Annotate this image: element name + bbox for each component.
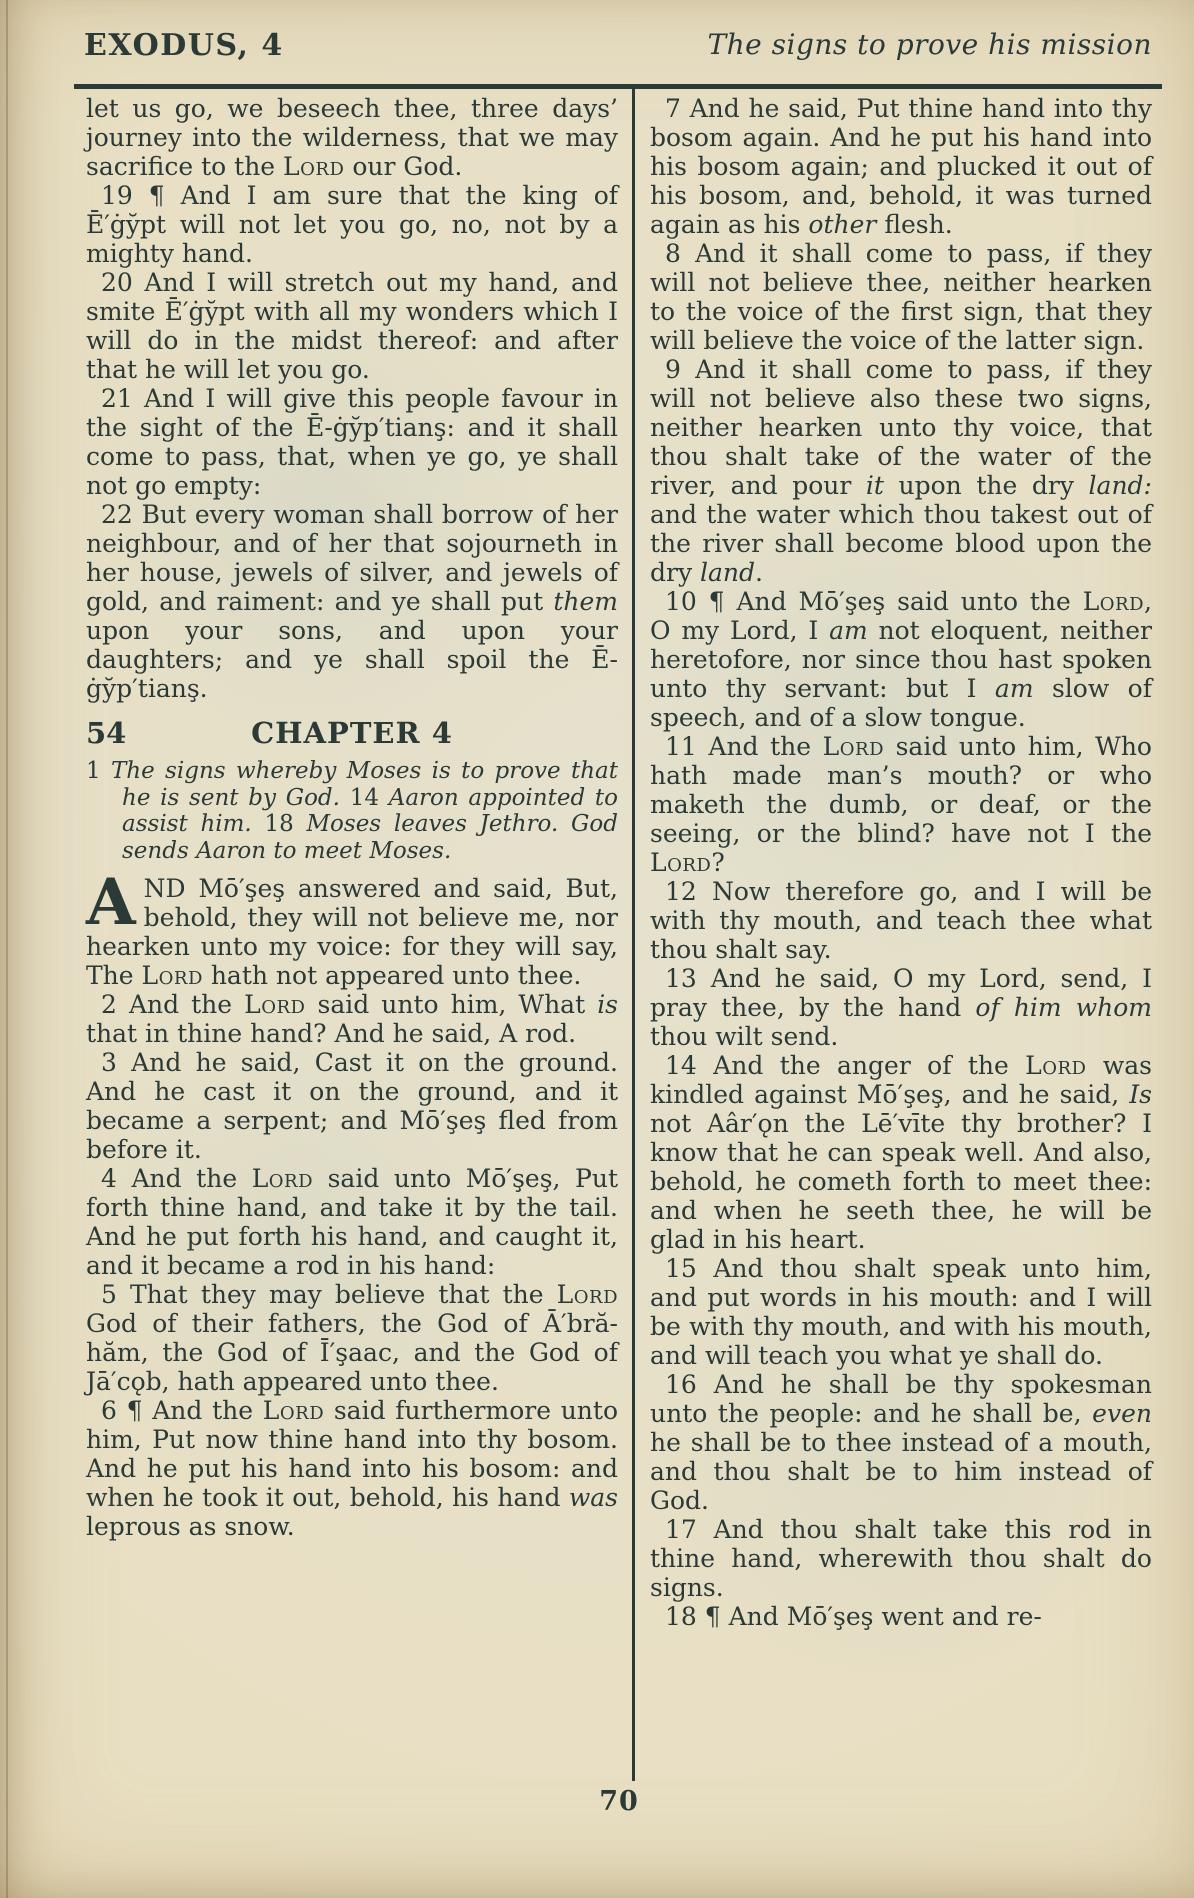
book-chapter-title: EXODUS, 4 [84,28,284,63]
divine-name-segment: Lord [556,1280,618,1309]
text-segment: 14 And the anger of the [665,1051,1026,1080]
verse-paragraph [86,181,618,268]
verse-paragraph [86,500,618,703]
verse-paragraph [86,990,618,1048]
text-segment: 16 And he shall be thy spokesman unto the people: and he shall be, [650,1370,1152,1428]
verse-paragraph [650,877,1152,964]
text-segment: that in thine hand? And he said, A rod. [86,1019,577,1048]
page-number: 70 [599,1786,639,1817]
verse-paragraph [650,1051,1152,1254]
text-segment: 19 ¶ And I am sure that the king of Ē′ġy̆pt will not let you go, no, not by a mighty hand. [86,181,618,268]
divine-name-segment: Lord [283,152,345,181]
text-segment: Is [1129,1080,1152,1109]
text-segment: he shall be to thee instead of a mouth, and thou shalt be to him instead of God. [650,1428,1152,1515]
text-segment: . [755,558,763,587]
text-segment: 5 That they may believe that the [101,1280,557,1309]
divine-name-segment: Lord [650,848,712,877]
text-segment: 13 And he said, O my Lord, send, I pray thee, by the hand [650,964,1152,1022]
divine-name-segment: Lord [251,1164,314,1193]
text-segment: , O my Lord, I [650,587,1152,645]
verse-paragraph [650,1602,1152,1631]
page-header [84,28,1152,72]
text-segment: 7 And he said, Put thine hand into thy bosom again. And he put his hand into his bosom again; and plucked it out of his bosom, and, behold, it was turned again as his [650,94,1152,239]
text-segment: said unto him, What [305,990,598,1019]
text-segment: 1 [86,758,111,784]
text-segment: 21 And I will give this people favour in the sight of the Ē-ġy̆p′tianş: and it shall come to pass, that, when ye go, ye shall not go empty: [86,384,618,500]
drop-cap: A [86,865,136,940]
text-segment: said furthermore unto him, Put now thine hand into thy bosom. And he put his hand into his bosom: and when he took it out, behold, his hand [86,1396,619,1512]
text-segment: God of their fathers, the God of Ā′bră-hăm, the God of Ī′şaac, and the God of Jā′cǫb, hath appeared unto thee. [86,1309,618,1396]
text-segment: said unto him, Who hath made man’s mouth? or who maketh the dumb, or deaf, or the seeing, or the blind? have not I the [650,732,1152,848]
text-segment: ND Mō′şeş answered and said, But, behold, they will not believe me, nor hearken unto my voice: for they will say, The [86,874,618,990]
text-segment: said unto Mō′şeş, Put forth thine hand, and take it by the tail. And he put forth his hand, and caught it, and it became a rod in his hand: [86,1164,618,1280]
text-segment: upon the dry [883,471,1089,500]
divine-name-segment: Lord [1082,587,1145,616]
divine-name-segment: Lord [244,990,306,1019]
text-segment: 14 [339,784,389,811]
text-segment: 22 But every woman shall borrow of her neighbour, and of her that sojourneth in her house, jewels of silver, and jewels of gold, and raiment: and ye shall put [86,500,618,616]
verse-paragraph [650,94,1152,239]
text-segment: am [829,616,868,645]
verse-paragraph [650,1370,1152,1515]
text-segment: it [865,471,884,500]
text-segment: slow of speech, and of a slow tongue. [650,674,1152,732]
text-segment: The signs whereby Moses is to prove that he is sent by God. [110,758,618,811]
verse-paragraph [650,1515,1152,1602]
text-segment: Moses leaves Jethro. God sends Aaron to meet Moses. [122,811,618,864]
text-segment: thou wilt send. [650,1022,839,1051]
text-segment: leprous as snow. [86,1512,295,1541]
verse-paragraph [650,1254,1152,1370]
text-segment: 18 [251,811,307,837]
column-divider [632,89,635,1781]
verse-paragraph [650,355,1152,587]
verse-paragraph [86,1164,618,1280]
text-segment: not eloquent, neither heretofore, nor since thou hast spoken unto thy servant: but I [650,616,1152,703]
text-segment: 20 And I will stretch out my hand, and smite Ē′ġy̆pt with all my wonders which I will do in the midst thereof: and after that he will let you go. [86,268,618,384]
text-segment: Aaron appointed to assist him. [122,784,618,837]
verse-paragraph [86,384,618,500]
text-segment: of him whom [975,993,1152,1022]
text-segment: 18 ¶ And Mō′şeş went and re- [665,1602,1042,1631]
divine-name-segment: Lord [822,732,885,761]
text-segment: 4 And the [101,1164,252,1193]
running-head: The signs to prove his mission [707,28,1152,61]
text-segment: our God. [344,152,463,181]
section-number: 54 [86,716,127,750]
verse-paragraph [86,268,618,384]
text-segment: 12 Now therefore go, and I will be with thy mouth, and teach thee what thou shalt say. [650,877,1152,964]
text-segment: 8 And it shall come to pass, if they will not believe thee, neither hearken to the voice of the first sign, that they will believe the voice of the latter sign. [650,239,1152,355]
divine-name-segment: Lord [141,961,203,990]
text-segment: 11 And the [665,732,823,761]
verse-paragraph [86,1280,618,1396]
text-segment: let us go, we beseech thee, three days’ journey into the wilderness, that we may sacrifice to the [86,94,618,181]
text-segment: upon your sons, and upon your daughters; and ye shall spoil the Ē-ġy̆p′tianş. [86,616,618,703]
text-segment: land [700,558,756,587]
verse-paragraph [86,94,618,181]
text-segment: 6 ¶ And the [101,1396,263,1425]
text-segment: other [808,210,877,239]
text-segment: was [568,1483,618,1512]
chapter-summary [86,758,618,864]
verse-paragraph [86,1048,618,1164]
chapter-title: CHAPTER 4 [251,716,453,750]
divine-name-segment: Lord [262,1396,325,1425]
text-segment: 9 And it shall come to pass, if they will not believe also these two signs, neither hearken unto thy voice, that thou shalt take of the water of the river, and pour [650,355,1152,500]
verse-paragraph [650,732,1152,877]
text-segment: them [553,587,618,616]
divine-name-segment: Lord [1025,1051,1087,1080]
text-segment: flesh. [876,210,953,239]
text-segment: ? [711,848,725,877]
verse-paragraph [86,1396,618,1541]
text-segment: was kindled against Mō′şeş, and he said, [650,1051,1152,1109]
text-segment: not Aâr′ǫn the Lē′vīte thy brother? I know that he can speak well. And also, behold, he cometh forth to meet thee: and when he seeth thee, he will be glad in his heart. [650,1109,1152,1254]
text-segment: is [597,990,619,1019]
text-segment: 15 And thou shalt speak unto him, and put words in his mouth: and I will be with thy mouth, and with his mouth, and will teach you what ye shall do. [650,1254,1152,1370]
text-segment: 2 And the [101,990,245,1019]
right-column [650,94,1152,1631]
text-segment: hath not appeared unto thee. [202,961,582,990]
text-segment: 3 And he said, Cast it on the ground. And he cast it on the ground, and it became a serpent; and Mō′şeş fled from before it. [86,1048,618,1164]
text-segment: land: [1088,471,1152,500]
verse-paragraph [650,587,1152,732]
left-column [86,94,618,1541]
text-segment: and the water which thou takest out of the river shall become blood upon the dry [650,500,1152,587]
text-segment: 10 ¶ And Mō′şeş said unto the [665,587,1083,616]
verse-paragraph [650,239,1152,355]
text-segment: even [1092,1399,1152,1428]
text-segment: 17 And thou shalt take this rod in thine hand, wherewith thou shalt do signs. [650,1515,1152,1602]
text-segment: am [994,674,1034,703]
chapter-heading-row [86,716,618,750]
verse-paragraph [650,964,1152,1051]
header-rule [74,84,1162,89]
verse-paragraph [86,865,618,990]
